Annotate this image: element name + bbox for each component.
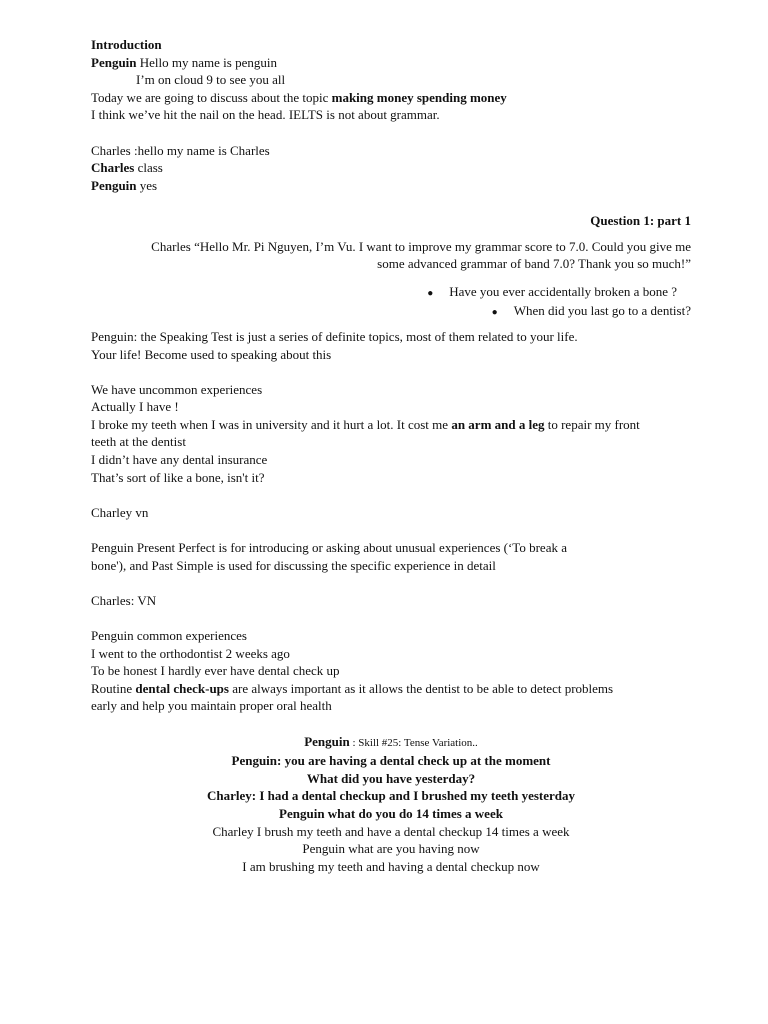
uncommon-line-3: I broke my teeth when I was in university and it hurt a lot. It cost me an arm and a leg to repair my front <box>91 416 640 432</box>
uncommon-line-1: We have uncommon experiences <box>91 381 263 397</box>
intro-heading: Introduction <box>91 37 162 52</box>
list-item: ● When did you last go to a dentist? <box>91 302 691 322</box>
speaking-line-1: Penguin: the Speaking Test is just a series of definite topics, most of them related to your life. <box>91 328 578 344</box>
skill-line: Penguin what are you having now <box>302 841 480 857</box>
present-perfect-line-1: Penguin Present Perfect is for introducing or asking about unusual experiences (‘To break a <box>91 540 567 556</box>
bullet-icon: ● <box>427 287 434 299</box>
speaker-name: Penguin <box>91 177 137 193</box>
skill-line-bold: Penguin: you are having a dental check up at the moment <box>231 753 551 769</box>
speaking-line-2: Your life! Become used to speaking about this <box>91 346 332 362</box>
intro-line-1: Penguin Hello my name is penguin <box>91 54 277 70</box>
uncommon-line-2: Actually I have ! <box>91 399 179 415</box>
uncommon-line-5: I didn’t have any dental insurance <box>91 452 268 468</box>
bullet-icon: ● <box>491 307 498 319</box>
skill-line-bold: Penguin what do you do 14 times a week <box>279 805 503 821</box>
list-item: ● Have you ever accidentally broken a bone ? <box>91 283 691 303</box>
uncommon-line-6: That’s sort of like a bone, isn't it? <box>91 469 265 485</box>
common-line-1: Penguin common experiences <box>91 628 247 643</box>
charles-vn: Charles: VN <box>91 592 157 608</box>
charles-intro-line-3: Penguin yes <box>91 177 158 193</box>
key-phrase: dental check-ups <box>135 680 229 696</box>
charles-intro-line-1: Charles :hello my name is Charles <box>91 142 270 158</box>
intro-line-4: I think we’ve hit the nail on the head. IELTS is not about grammar. <box>91 107 440 123</box>
charles-intro-line-2: Charles class <box>91 160 163 176</box>
question-title: Question 1: part 1 <box>590 212 691 228</box>
common-line-4: Routine dental check-ups are always important as it allows the dentist to be able to detect problems <box>91 680 614 696</box>
document-body <box>91 36 691 875</box>
common-line-2: I went to the orthodontist 2 weeks ago <box>91 645 290 661</box>
skill-line: Charley I brush my teeth and have a dental checkup 14 times a week <box>212 823 570 839</box>
charles-quote: Charles “Hello Mr. Pi Nguyen, I’m Vu. I want to improve my grammar score to 7.0. Could you give me some advanced grammar of band 7.0? Thank you so much!” <box>151 238 691 272</box>
idiom: an arm and a leg <box>451 416 545 432</box>
speaker-name: Penguin <box>91 54 137 70</box>
skill-line-bold: What did you have yesterday? <box>306 770 476 786</box>
present-perfect-line-2: bone'), and Past Simple is used for discussing the specific experience in detail <box>91 557 496 573</box>
uncommon-line-4: teeth at the dentist <box>91 434 186 450</box>
question-bullet-list <box>91 283 691 322</box>
common-line-3: To be honest I hardly ever have dental check up <box>91 663 340 679</box>
speaker-name: Penguin <box>304 733 350 749</box>
skill-line-bold: Charley: I had a dental checkup and I brushed my teeth yesterday <box>207 788 575 804</box>
topic-title: making money spending money <box>331 89 507 105</box>
intro-line-3: Today we are going to discuss about the topic making money spending money <box>91 89 507 105</box>
intro-line-2: I’m on cloud 9 to see you all <box>136 72 286 88</box>
skill-heading: Penguin : Skill #25: Tense Variation.. <box>304 733 478 749</box>
skill-line: I am brushing my teeth and having a dental checkup now <box>242 858 540 874</box>
common-line-5: early and help you maintain proper oral health <box>91 698 332 714</box>
charley-vn: Charley vn <box>91 504 149 520</box>
speaker-name: Charles <box>91 160 135 176</box>
